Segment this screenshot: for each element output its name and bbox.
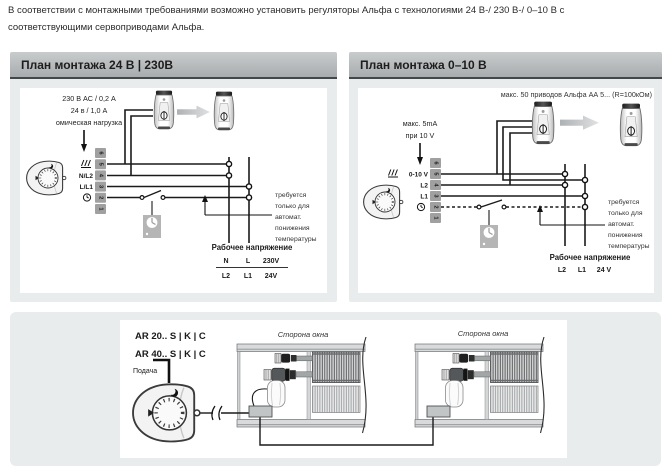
switch-blade xyxy=(481,200,502,207)
voltage-l1: L1 xyxy=(577,267,587,274)
intro-paragraph xyxy=(8,3,666,36)
more-actuators-arrow-icon xyxy=(177,106,210,119)
switch-blade xyxy=(144,191,161,198)
timer-icon xyxy=(143,215,161,238)
load-note-line2: при 10 V xyxy=(405,131,435,140)
convector-icon xyxy=(237,337,366,433)
panel-24v-body xyxy=(10,79,337,302)
switch-contact-icon xyxy=(161,196,165,200)
actuator-icon xyxy=(154,91,174,130)
auto-note-line: температуры xyxy=(608,243,650,250)
convector-icon xyxy=(415,337,544,433)
voltage-table-0-10v xyxy=(550,253,631,274)
clock-icon xyxy=(83,194,90,201)
terminal-label-signal: 0-10 V xyxy=(408,171,428,179)
thermostat-dial-icon xyxy=(364,185,403,219)
supply-label: Подача xyxy=(133,368,158,375)
diagram-box-24v xyxy=(20,88,327,293)
auto-note-text xyxy=(608,198,650,250)
voltage-l1: L1 xyxy=(243,273,253,280)
load-note-line1: макс. 5mA xyxy=(402,119,438,128)
terminal-label-ll1: L/L1 xyxy=(79,184,93,191)
terminal-label-nl2: N/L2 xyxy=(78,173,93,180)
voltage-l2: L2 xyxy=(557,267,567,274)
load-note-line3: омическая нагрузка xyxy=(55,118,123,127)
voltage-title: Рабочее напряжение xyxy=(549,253,631,262)
auto-note-line: только для xyxy=(275,203,310,210)
wire-to-valve-actuator xyxy=(252,389,267,406)
drives-note: макс. 50 приводов Альфа АА 5... (R=100кОм) xyxy=(500,90,652,99)
auto-note-line: понижения xyxy=(608,232,643,239)
terminal-number: 6 xyxy=(432,161,439,165)
terminal-label-l2: L2 xyxy=(420,182,428,190)
diagram-box-ar xyxy=(120,320,567,458)
voltage-n: N xyxy=(223,258,229,265)
load-note-line1: 230 В AC / 0,2 А xyxy=(62,94,116,103)
load-note-line2: 24 в / 1,0 А xyxy=(70,106,108,115)
auto-note-line: требуется xyxy=(608,199,640,206)
timer-icon xyxy=(480,225,498,248)
intro-line-1: В соответствии с монтажными требованиями возможно установить регуляторы Альфа с технологиями 24 В-/ 230 В-/ 0–10 В с xyxy=(8,5,565,16)
heating-load-icon xyxy=(81,160,91,168)
auto-note-line: только для xyxy=(608,210,643,217)
wire-actuator-2 xyxy=(131,116,153,176)
intro-line-2: соответствующими сервоприводами Альфа. xyxy=(8,21,205,33)
voltage-table-24v xyxy=(212,243,293,280)
auto-note-line: автомат. xyxy=(608,221,635,228)
auto-note-pointer xyxy=(537,205,605,225)
down-arrow-icon xyxy=(81,130,87,152)
junction-box xyxy=(249,406,272,417)
terminal-number: 2 xyxy=(97,196,104,200)
terminal-block-24v xyxy=(95,148,106,214)
voltage-l2: L2 xyxy=(221,273,231,280)
panel-0-10v-title: План монтажа 0–10 В xyxy=(349,52,662,79)
auto-note-text xyxy=(275,191,317,243)
diagram-box-0-10v xyxy=(358,88,654,293)
panel-mounting-ar xyxy=(10,312,661,466)
junction-dots-0-10v xyxy=(562,171,587,209)
panel-24v-title: План монтажа 24 В | 230В xyxy=(10,52,337,79)
terminal-number: 6 xyxy=(97,151,104,155)
terminal-number: 5 xyxy=(432,172,439,176)
switch-contact-icon xyxy=(140,196,144,200)
voltage-l: L xyxy=(245,258,251,265)
down-arrow-icon xyxy=(417,143,423,165)
junction-dots-24v xyxy=(226,161,251,200)
actuator-icon xyxy=(532,102,554,144)
switch-contact-icon xyxy=(477,205,481,209)
more-actuators-arrow-icon xyxy=(560,116,599,130)
window-side-label: Сторона окна xyxy=(277,330,329,339)
clock-icon xyxy=(417,203,424,210)
wiring-diagram-0-10v xyxy=(358,88,654,293)
panel-24v-230v xyxy=(10,52,337,302)
auto-note-line: требуется xyxy=(275,192,307,199)
model-label-ar40: AR 40.. S | K | C xyxy=(135,349,206,360)
voltage-24: 24 V xyxy=(596,267,612,274)
actuator-icon xyxy=(214,92,234,131)
actuator-icon xyxy=(620,104,642,146)
window-side-label: Сторона окна xyxy=(457,329,509,338)
panel-0-10v-body xyxy=(349,79,662,302)
terminal-number: 4 xyxy=(432,183,439,187)
terminal-block-0-10v xyxy=(430,158,441,223)
heating-load-icon xyxy=(388,170,398,178)
terminal-number: 3 xyxy=(432,194,439,198)
terminal-label-l1: L1 xyxy=(420,193,428,201)
wire-actuator-1 xyxy=(125,110,153,164)
voltage-24: 24V xyxy=(264,273,278,280)
junction-box xyxy=(427,406,450,417)
cable-break-icon xyxy=(212,406,222,420)
terminal-number: 3 xyxy=(97,184,104,189)
model-label-ar20: AR 20.. S | K | C xyxy=(135,331,206,342)
thermostat-dial-icon xyxy=(27,161,66,195)
auto-note-line: понижения xyxy=(275,225,310,232)
terminal-number: 4 xyxy=(97,173,104,178)
terminal-number: 5 xyxy=(97,162,104,166)
panel-0-10v xyxy=(349,52,662,302)
ar-mounting-diagram xyxy=(120,320,567,458)
auto-note-line: температуры xyxy=(275,236,317,243)
thermostat-dial-icon xyxy=(133,384,200,441)
voltage-title: Рабочее напряжение xyxy=(211,243,293,252)
switch-contact-icon xyxy=(502,205,506,209)
wire-actuator-3 xyxy=(510,133,532,185)
voltage-230: 230V xyxy=(262,258,280,265)
terminal-number: 1 xyxy=(432,216,439,220)
wiring-diagram-24v xyxy=(20,88,327,293)
terminal-number: 2 xyxy=(432,205,439,209)
terminal-number: 1 xyxy=(97,207,104,211)
auto-note-line: автомат. xyxy=(275,214,302,221)
